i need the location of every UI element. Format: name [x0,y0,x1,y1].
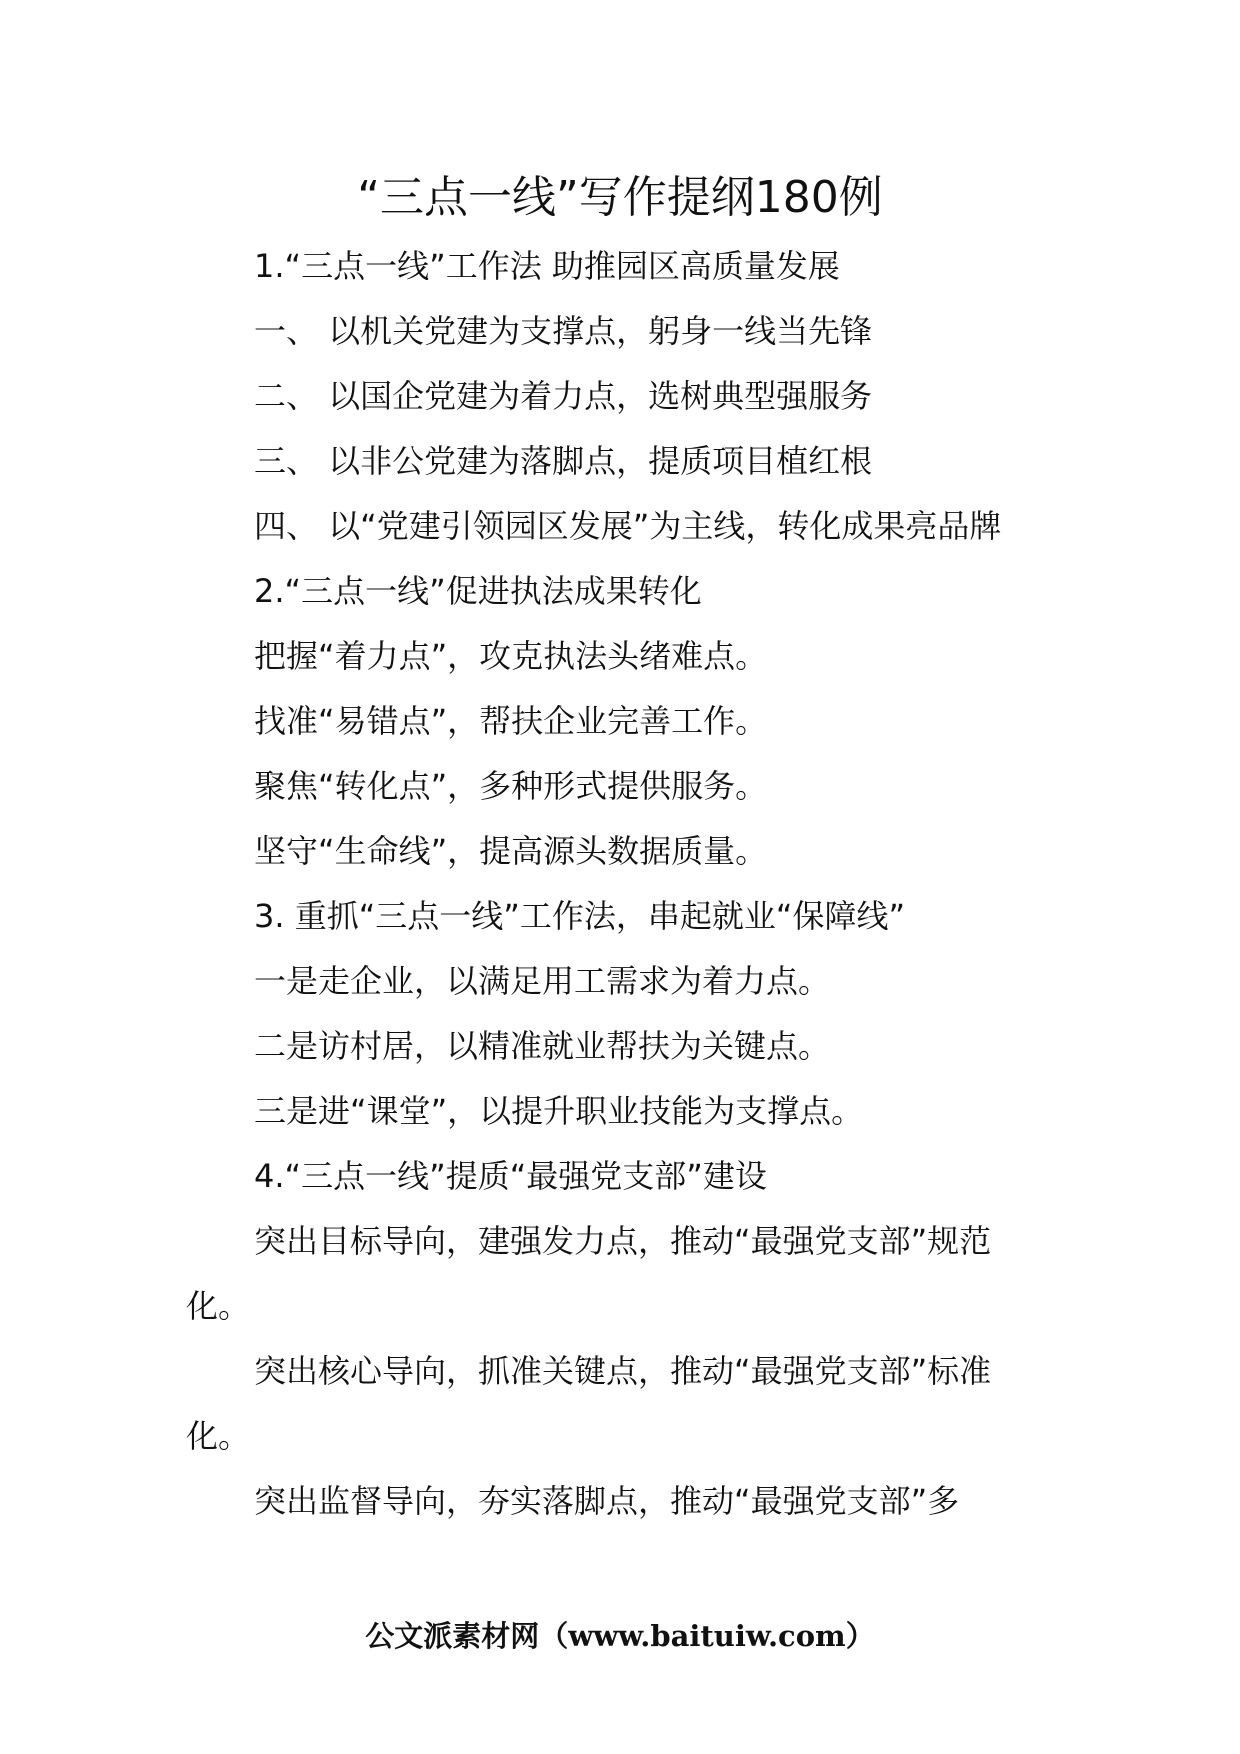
paragraph: 一、 以机关党建为支撑点，躬身一线当先锋 [254,312,873,350]
document-body [186,234,1054,1534]
paragraph: 1.“三点一线”工作法 助推园区高质量发展 [254,247,840,285]
paragraph: 二、 以国企党建为着力点，选树典型强服务 [254,377,873,415]
paragraph: 把握“着力点”，攻克执法头绪难点。 [254,637,768,675]
paragraph: 三、 以非公党建为落脚点，提质项目植红根 [254,442,873,480]
paragraph: 三是进“课堂”，以提升职业技能为支撑点。 [254,1092,864,1130]
paragraph: 找准“易错点”，帮扶企业完善工作。 [254,702,768,740]
page-footer-watermark: 公文派素材网（www.baituiw.com） [365,1619,875,1653]
paragraph: 3. 重抓“三点一线”工作法，串起就业“保障线” [254,897,906,935]
paragraph: 一是走企业，以满足用工需求为着力点。 [254,962,831,1000]
paragraph: 突出目标导向，建强发力点，推动“最强党支部”规范化。 [186,1222,992,1325]
paragraph: 坚守“生命线”，提高源头数据质量。 [254,832,768,870]
paragraph: 聚焦“转化点”，多种形式提供服务。 [254,767,768,805]
paragraph: 2.“三点一线”促进执法成果转化 [254,572,702,610]
paragraph: 四、 以“党建引领园区发展”为主线，转化成果亮品牌 [254,507,1002,545]
paragraph: 突出核心导向，抓准关键点，推动“最强党支部”标准化。 [186,1352,992,1455]
paragraph: 二是访村居，以精准就业帮扶为关键点。 [254,1027,831,1065]
paragraph: 突出监督导向，夯实落脚点，推动“最强党支部”多 [254,1482,960,1520]
document-title: “三点一线”写作提纲180例 [357,172,883,223]
paragraph: 4.“三点一线”提质“最强党支部”建设 [254,1157,767,1195]
